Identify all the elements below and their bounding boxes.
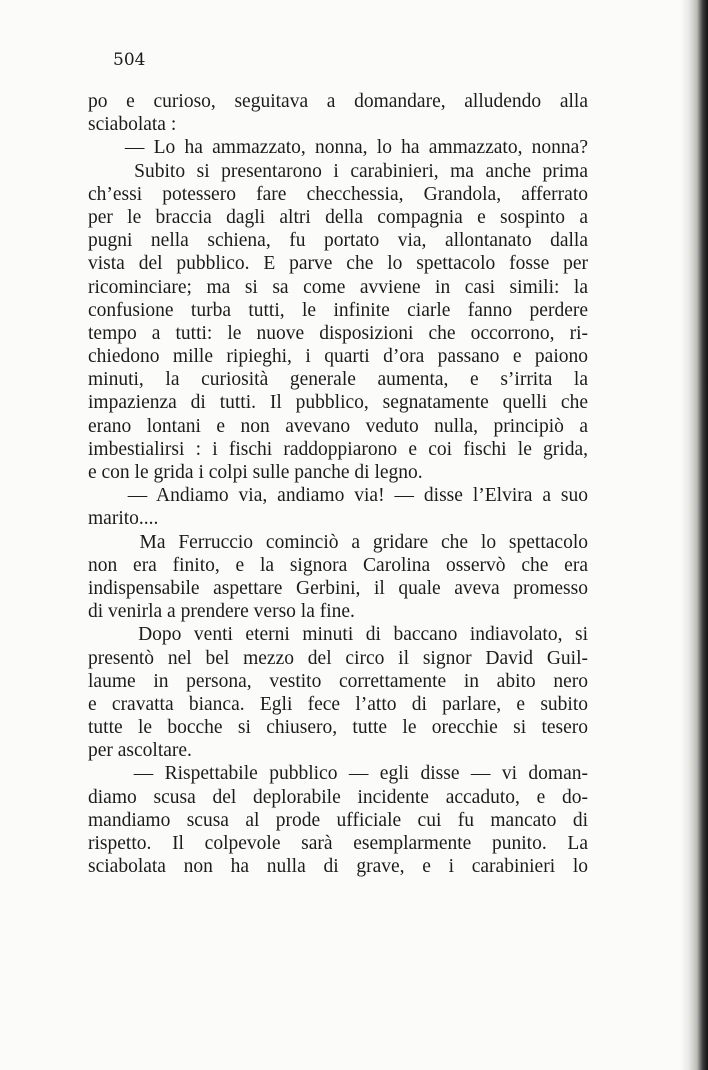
text-line: marito....: [88, 508, 159, 530]
text-line: per le braccia dagli altri della compagnia e sospinto a: [88, 206, 588, 228]
text-line: — Lo ha ammazzato, nonna, lo ha ammazzato, nonna?: [88, 137, 588, 159]
text-line: sciabolata non ha nulla di grave, e i carabinieri lo: [88, 856, 588, 878]
text-line: Subito si presentarono i carabinieri, ma anche prima: [88, 160, 588, 182]
text-line: di venirla a prendere verso la fine.: [88, 601, 355, 623]
text-line: po e curioso, seguitava a domandare, alludendo alla: [88, 91, 588, 112]
page-number: 504: [113, 50, 146, 70]
text-line: tempo a tutti: le nuove disposizioni che occorrono, ri-: [88, 322, 588, 344]
text-line: pugni nella schiena, fu portato via, allontanato dalla: [88, 230, 588, 252]
text-line: imbestialirsi : i fischi raddoppiarono e coi fischi le grida,: [88, 438, 588, 460]
text-line: indispensabile aspettare Gerbini, il quale aveva promesso: [88, 577, 588, 599]
text-line: rispetto. Il colpevole sarà esemplarmente punito. La: [88, 833, 588, 854]
text-line: impazienza di tutti. Il pubblico, segnatamente quelli che: [88, 392, 588, 414]
text-line: — Rispettabile pubblico — egli disse — vi doman-: [88, 763, 588, 785]
text-line: sciabolata :: [88, 114, 177, 136]
text-line: mandiamo scusa al prode ufficiale cui fu mancato di: [88, 809, 588, 831]
text-line: Dopo venti eterni minuti di baccano indiavolato, si: [88, 624, 588, 646]
text-line: confusione turba tutti, le infinite ciarle fanno perdere: [88, 299, 588, 321]
text-line: tutte le bocche si chiusero, tutte le orecchie si tesero: [88, 717, 588, 739]
text-line: e con le grida i colpi sulle panche di legno.: [88, 462, 423, 483]
body-text: [88, 90, 588, 878]
text-line: laume in persona, vestito correttamente in abito nero: [88, 670, 588, 692]
text-line: non era finito, e la signora Carolina osservò che era: [88, 554, 588, 576]
text-line: presentò nel bel mezzo del circo il signor David Guil-: [88, 647, 588, 669]
text-line: Ma Ferruccio cominciò a gridare che lo spettacolo: [88, 531, 588, 553]
text-line: vista del pubblico. E parve che lo spettacolo fosse per: [88, 253, 588, 275]
text-line: ricominciare; ma si sa come avviene in casi simili: la: [88, 276, 588, 298]
text-line: chiedono mille ripieghi, i quarti d’ora passano e paiono: [88, 346, 588, 368]
text-line: e cravatta bianca. Egli fece l’atto di parlare, e subito: [88, 693, 588, 715]
text-line: erano lontani e non avevano veduto nulla, principiò a: [88, 415, 588, 437]
text-line: minuti, la curiosità generale aumenta, e s’irrita la: [88, 369, 588, 391]
book-binding-edge: [680, 0, 708, 1070]
text-line: — Andiamo via, andiamo via! — disse l’Elvira a suo: [88, 485, 588, 507]
text-line: diamo scusa del deplorabile incidente accaduto, e do-: [88, 786, 588, 808]
text-line: per ascoltare.: [88, 740, 192, 762]
text-line: ch’essi potessero fare checchessia, Grandola, afferrato: [88, 183, 588, 205]
